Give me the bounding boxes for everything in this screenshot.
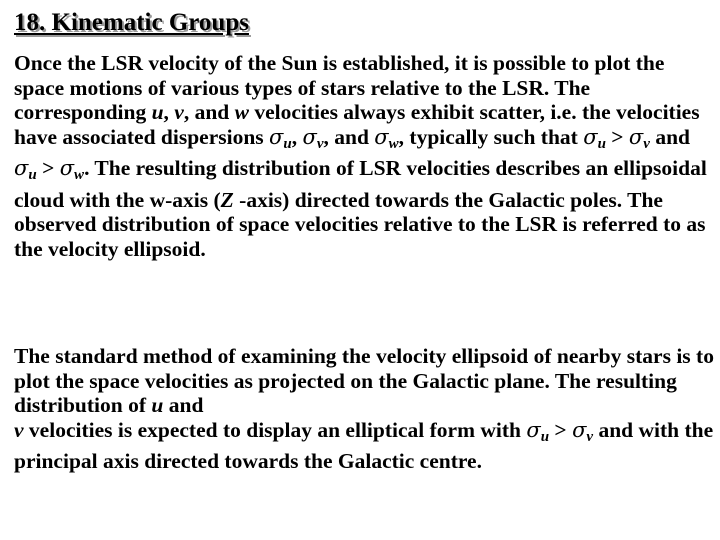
text: , and [323,124,375,149]
text: . The resulting distribution of LSR velocities describes an ellipsoidal cloud with the w-axis ( [14,156,707,212]
text: , [163,100,175,124]
var-v: v [14,417,24,442]
text: and [163,393,204,417]
var-z: Z [220,187,234,212]
text: , typically such that [398,124,584,149]
sigma-symbol: σ [59,156,75,180]
text: -axis) directed towards the Galactic poles. The observed distribution of space velocities relative to the LSR is referred to as the velocity ellipsoid. [14,187,706,261]
subscript-u: u [597,135,606,152]
text: > [605,124,629,149]
text: , [291,124,303,149]
sigma-symbol: σ [302,124,317,149]
subscript-w: w [74,167,85,183]
text: > [36,156,60,180]
sigma-symbol: σ [526,417,541,442]
paragraph-2 [14,344,716,474]
subscript-v: v [586,428,594,445]
sigma-symbol: σ [583,124,598,149]
text: , and [183,100,235,124]
paragraph-1 [14,51,716,261]
var-v: v [174,100,184,124]
sigma-symbol: σ [269,124,284,149]
text: The standard method of examining the velocity ellipsoid of nearby stars is to plot the space velocities as projected on the Galactic plane. The resulting distribution of [14,344,714,417]
text: and with the principal axis directed towards the Galactic centre. [14,417,714,473]
sigma-symbol: σ [572,417,587,442]
var-u: u [151,393,164,417]
var-u: u [151,100,164,124]
text: and [649,124,690,149]
text: velocities is expected to display an elliptical form with [23,417,527,442]
text: Once the LSR velocity of the Sun is established, it is possible to plot the space motions of various types of stars relative to the LSR. The corresponding [14,51,665,124]
subscript-v: v [643,135,650,152]
sigma-symbol: σ [14,156,29,180]
var-w: w [234,100,249,124]
text: > [549,417,573,442]
sigma-symbol: σ [374,124,389,149]
subscript-u: u [28,167,37,183]
text: velocities always exhibit scatter, i.e. the velocities have associated dispersions [14,100,700,149]
subscript-v: v [316,135,324,152]
sigma-symbol: σ [628,124,644,149]
subscript-u: u [540,428,550,445]
slide-title: 18. Kinematic Groups [14,9,249,36]
subscript-u: u [283,135,292,152]
subscript-w: w [388,135,399,152]
